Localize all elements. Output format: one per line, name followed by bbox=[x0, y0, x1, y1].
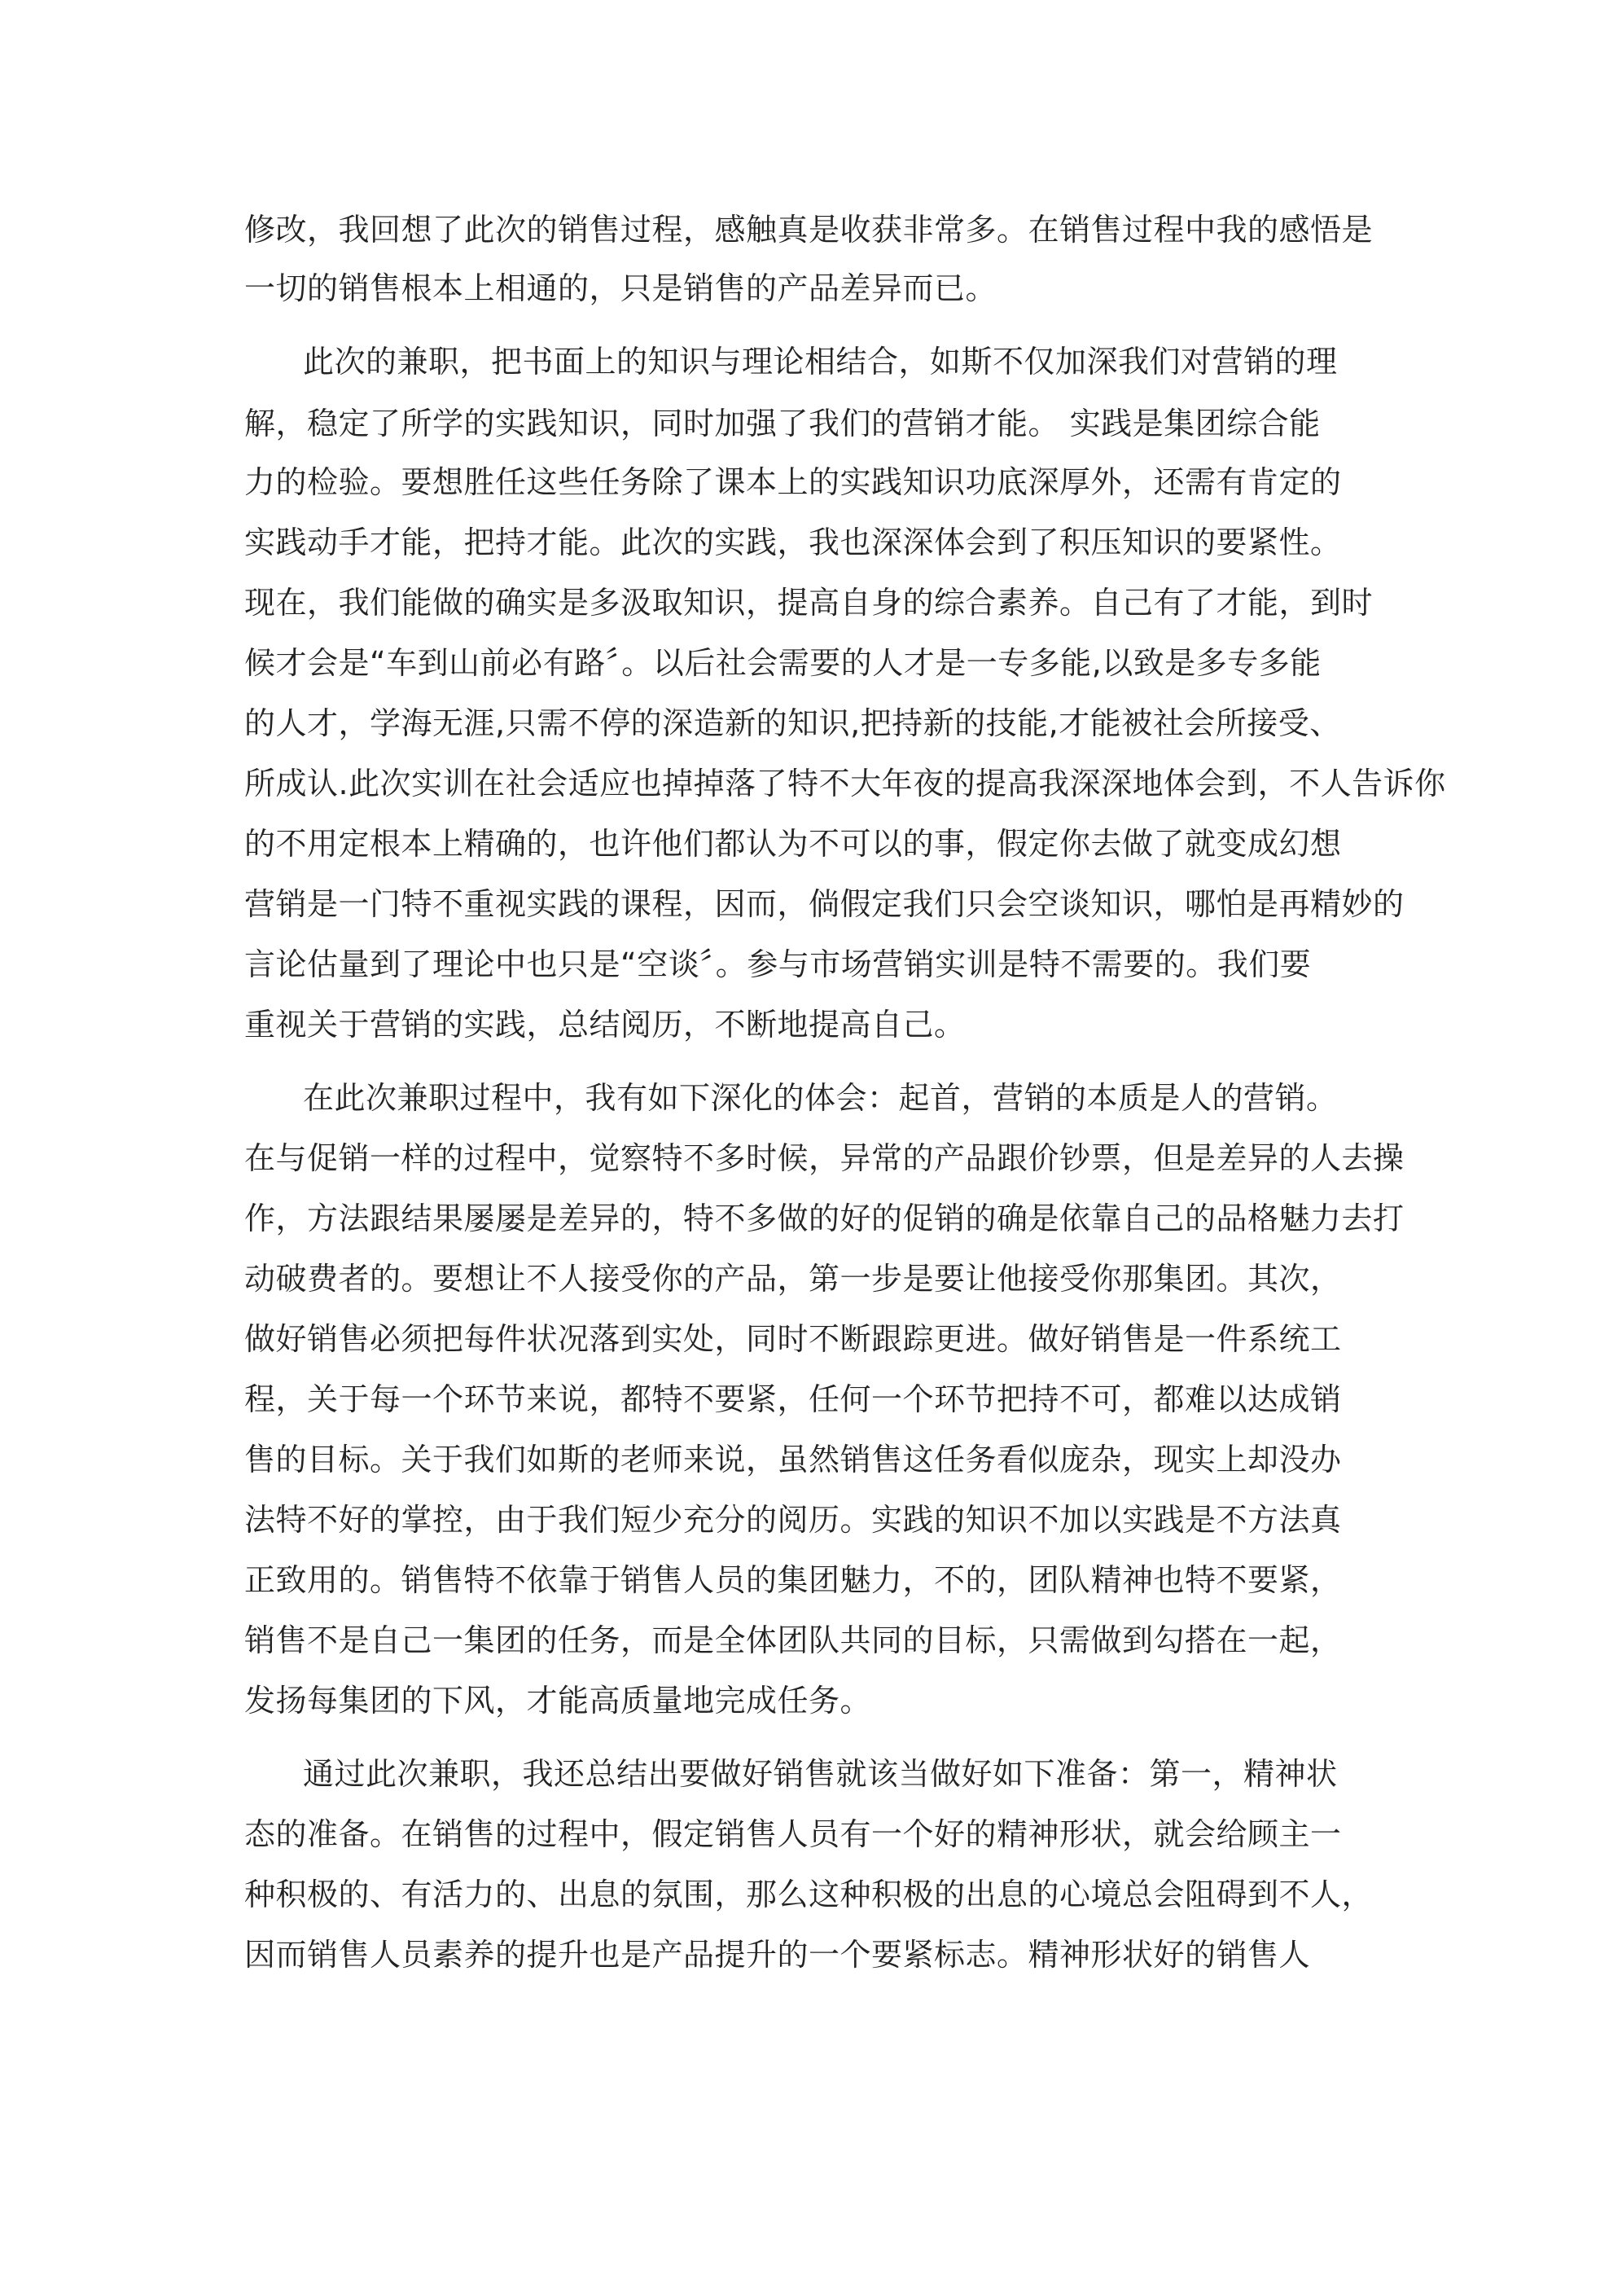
text-line: 营销是一门特不重视实践的课程，因而，倘假定我们只会空谈知识，哪怕是再精妙的 bbox=[244, 886, 1405, 922]
text-line: 此次的兼职，把书面上的知识与理论相结合，如斯不仅加深我们对营销的理 bbox=[303, 344, 1338, 380]
text-line: 做好销售必须把每件状况落到实处，同时不断跟踪更进。做好销售是一件系统工 bbox=[244, 1321, 1342, 1357]
text-line: 种积极的、有活力的、出息的氛围，那么这种积极的出息的心境总会阻碍到不人， bbox=[244, 1877, 1374, 1912]
text-line: 现在，我们能做的确实是多汲取知识，提高自身的综合素养。自己有了才能，到时 bbox=[244, 585, 1374, 621]
text-line: 言论估量到了理论中也只是“空谈〞。参与市场营销实训是特不需要的。我们要 bbox=[244, 946, 1312, 982]
text-line: 正致用的。销售特不依靠于销售人员的集团魅力，不的，团队精神也特不要紧， bbox=[244, 1562, 1342, 1598]
text-line: 所成认.此次实训在社会适应也掉掉落了特不大年夜的提高我深深地体会到，不人告诉你 bbox=[244, 766, 1446, 801]
text-line: 力的检验。要想胜任这些任务除了课本上的实践知识功底深厚外，还需有肯定的 bbox=[244, 464, 1342, 500]
text-line: 通过此次兼职，我还总结出要做好销售就该当做好如下准备：第一，精神状 bbox=[303, 1756, 1338, 1792]
text-line: 程，关于每一个环节来说，都特不要紧，任何一个环节把持不可，都难以达成销 bbox=[244, 1381, 1342, 1417]
text-line: 在此次兼职过程中，我有如下深化的体会：起首，营销的本质是人的营销。 bbox=[303, 1080, 1338, 1116]
text-line: 态的准备。在销售的过程中，假定销售人员有一个好的精神形状，就会给顾主一 bbox=[244, 1816, 1342, 1852]
text-line: 法特不好的掌控，由于我们短少充分的阅历。实践的知识不加以实践是不方法真 bbox=[244, 1502, 1342, 1538]
text-line: 候才会是“车到山前必有路〞。以后社会需要的人才是一专多能,以致是多专多能 bbox=[244, 645, 1322, 681]
text-line: 一切的销售根本上相通的，只是销售的产品差异而已。 bbox=[244, 270, 997, 306]
text-line: 修改，我回想了此次的销售过程，感触真是收获非常多。在销售过程中我的感悟是 bbox=[244, 212, 1374, 248]
text-line: 因而销售人员素养的提升也是产品提升的一个要紧标志。精神形状好的销售人 bbox=[244, 1937, 1311, 1973]
text-line: 的不用定根本上精确的，也许他们都认为不可以的事，假定你去做了就变成幻想 bbox=[244, 826, 1342, 862]
text-line: 售的目标。关于我们如斯的老师来说，虽然销售这任务看似庞杂，现实上却没办 bbox=[244, 1442, 1342, 1477]
text-line: 发扬每集团的下风，才能高质量地完成任务。 bbox=[244, 1683, 872, 1719]
text-line: 重视关于营销的实践，总结阅历，不断地提高自己。 bbox=[244, 1007, 966, 1043]
text-line: 的人才，学海无涯,只需不停的深造新的知识,把持新的技能,才能被社会所接受、 bbox=[244, 705, 1341, 741]
text-line: 销售不是自己一集团的任务，而是全体团队共同的目标，只需做到勾搭在一起， bbox=[244, 1622, 1342, 1658]
text-line: 实践动手才能，把持才能。此次的实践，我也深深体会到了积压知识的要紧性。 bbox=[244, 525, 1342, 560]
text-line: 在与促销一样的过程中，觉察特不多时候，异常的产品跟价钞票，但是差异的人去操 bbox=[244, 1140, 1405, 1176]
text-line: 解，稳定了所学的实践知识，同时加强了我们的营销才能。 实践是集团综合能 bbox=[244, 406, 1321, 441]
text-line: 动破费者的。要想让不人接受你的产品，第一步是要让他接受你那集团。其次， bbox=[244, 1261, 1342, 1297]
text-line: 作，方法跟结果屡屡是差异的，特不多做的好的促销的确是依靠自己的品格魅力去打 bbox=[244, 1201, 1405, 1236]
